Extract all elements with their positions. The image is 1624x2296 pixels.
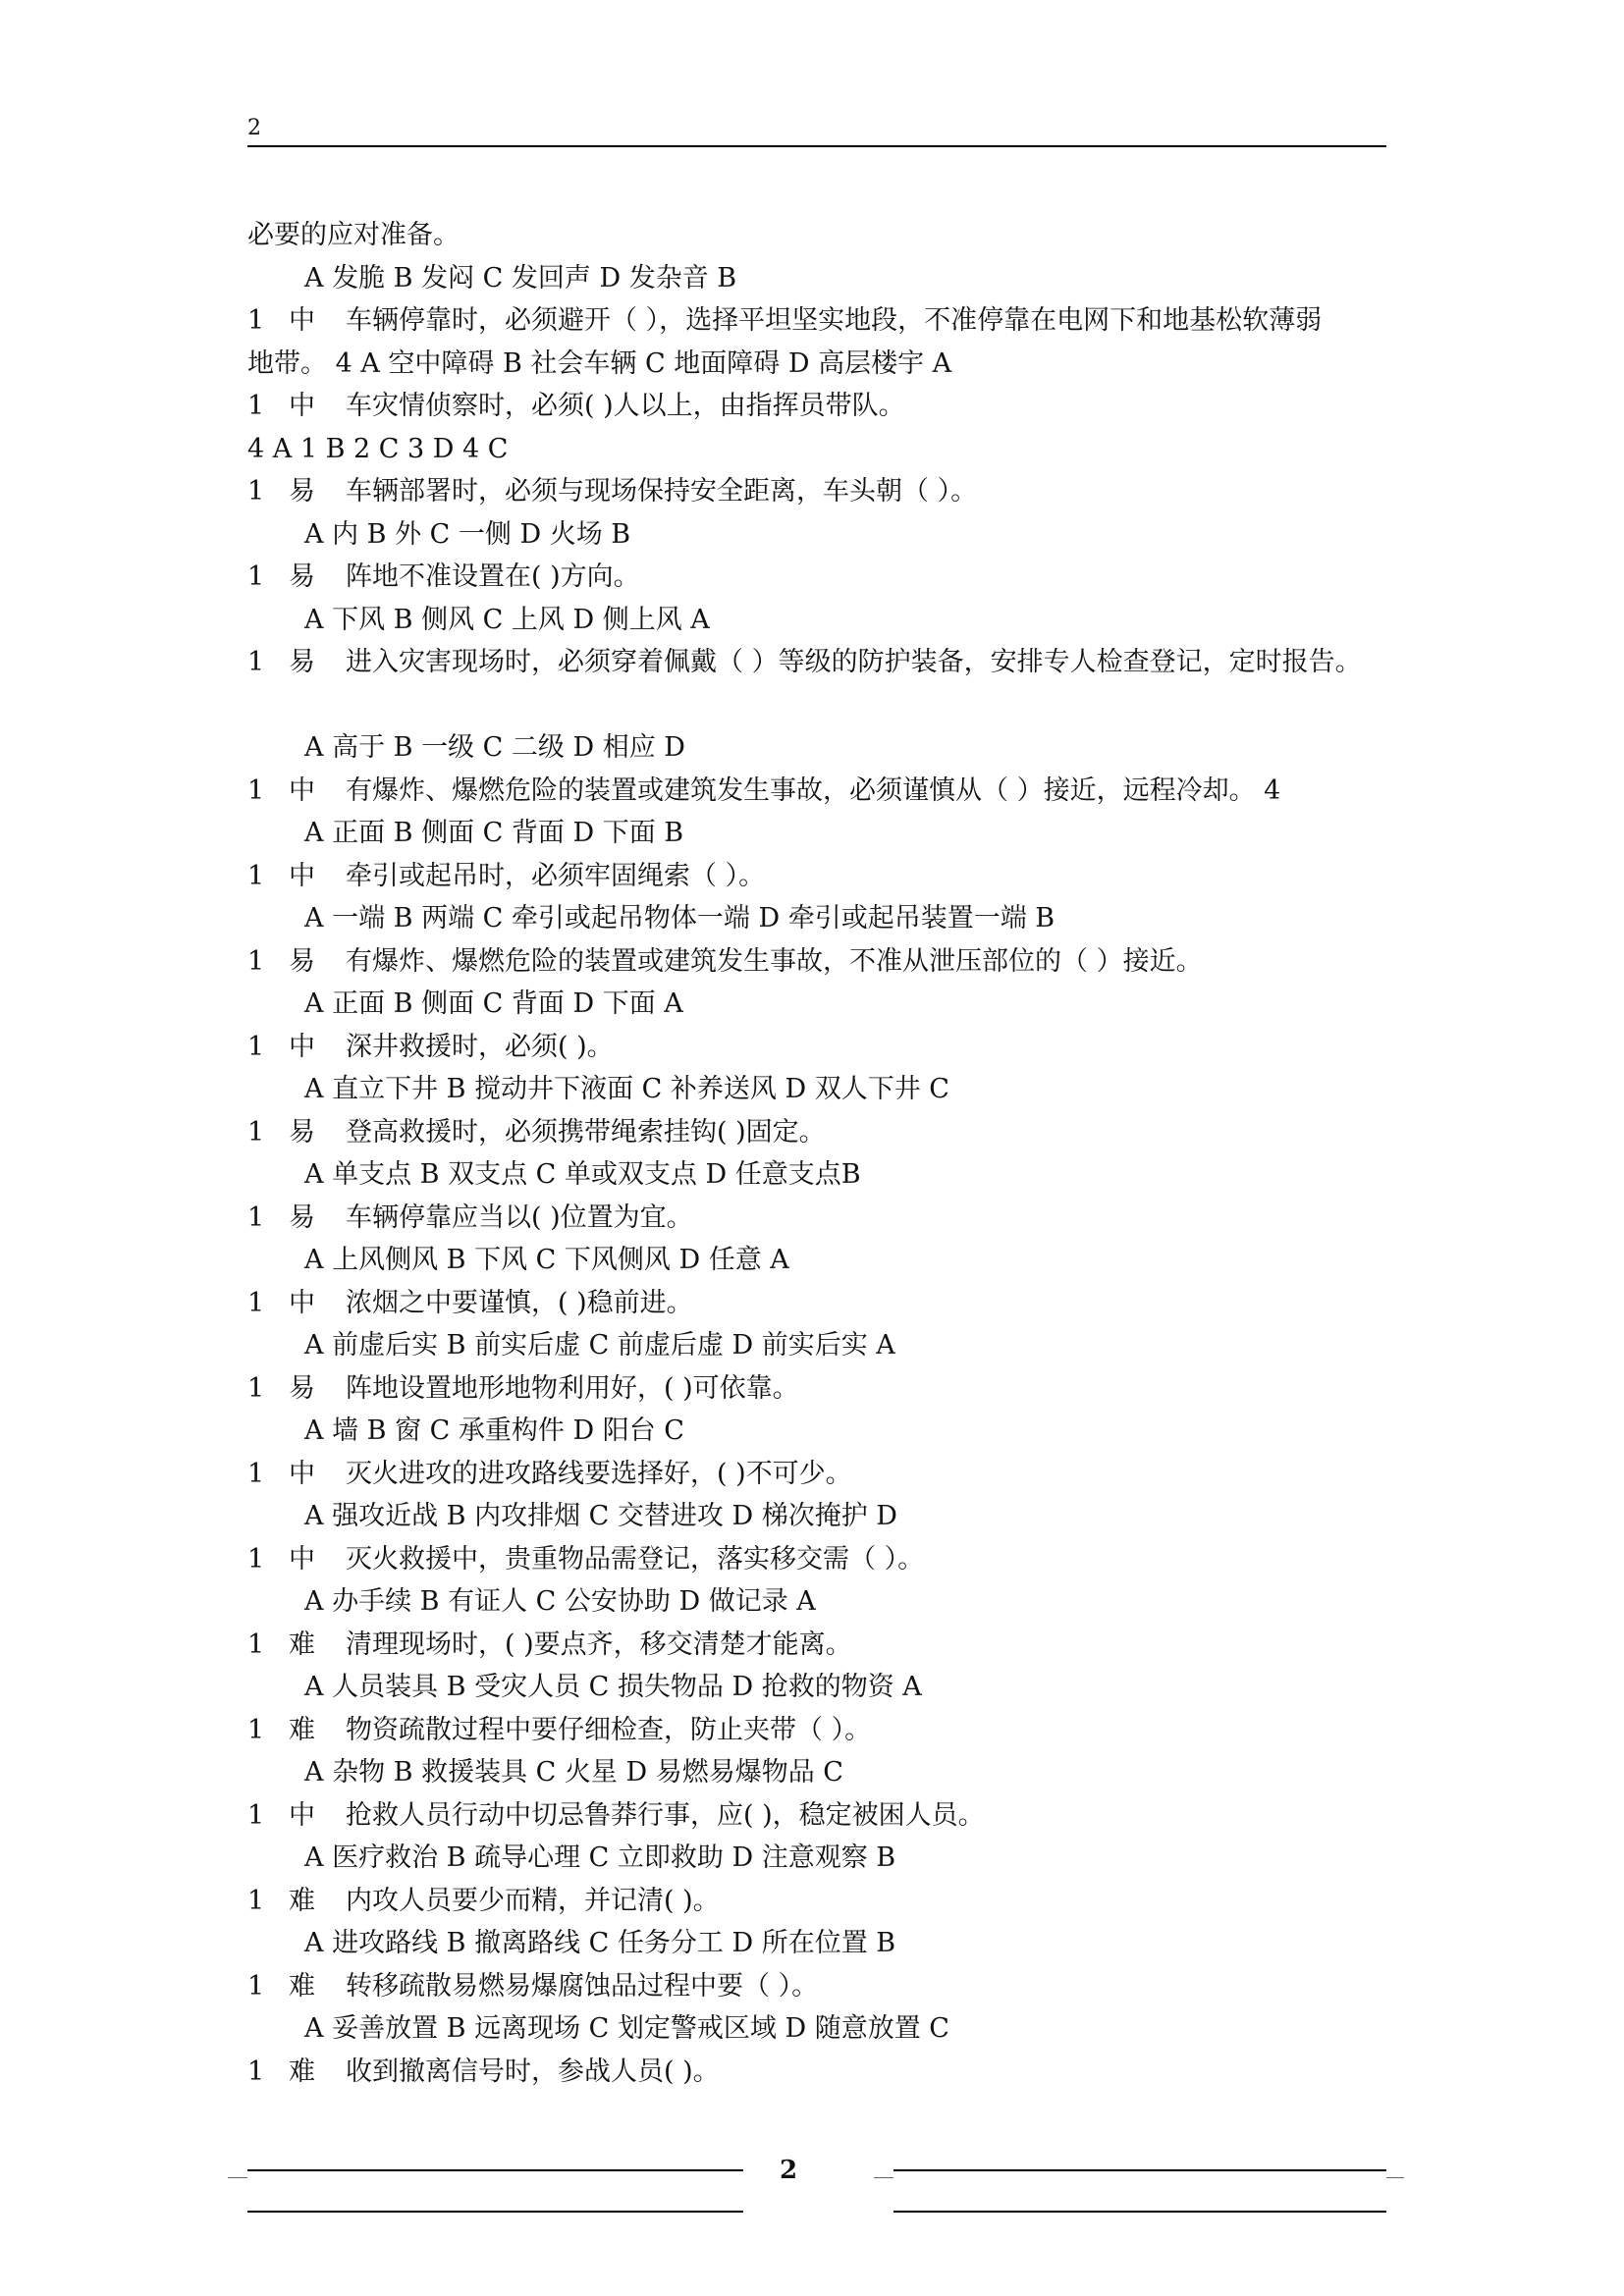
question-difficulty: 难 <box>289 1885 315 1916</box>
question-text: 灭火救援中，贵重物品需登记，落实移交需（ ）。 <box>346 1543 925 1575</box>
question-difficulty: 易 <box>289 647 315 677</box>
question-line <box>247 470 1406 513</box>
header-rule <box>247 145 1386 147</box>
question-difficulty: 中 <box>289 774 315 806</box>
question-count: 1 <box>247 1799 265 1831</box>
question-difficulty: 易 <box>289 945 315 977</box>
answer-options: A 发脆 B 发闷 C 发回声 D 发杂音 B <box>304 262 737 294</box>
question-text: 车辆停靠应当以( )位置为宜。 <box>346 1201 693 1233</box>
answer-options: A 高于 B 一级 C 二级 D 相应 D <box>304 732 685 763</box>
question-line <box>247 1709 1406 1752</box>
question-count: 1 <box>247 1116 265 1148</box>
question-line <box>247 1111 1406 1154</box>
question-difficulty: 中 <box>289 305 315 336</box>
question-text: 阵地设置地形地物利用好，( )可依靠。 <box>346 1372 799 1404</box>
question-count: 1 <box>247 1201 265 1233</box>
question-text: 灭火进攻的进攻路线要选择好，( )不可少。 <box>346 1458 852 1489</box>
answer-options: A 内 B 外 C 一侧 D 火场 B <box>304 518 631 550</box>
question-count: 1 <box>247 647 265 677</box>
question-text: 阵地不准设置在( )方向。 <box>346 561 640 592</box>
answer-options: A 单支点 B 双支点 C 单或双支点 D 任意支点B <box>304 1159 861 1190</box>
question-line <box>247 855 1406 898</box>
question-text: 物资疏散过程中要仔细检查，防止夹带（ ）。 <box>346 1714 872 1745</box>
question-line <box>247 299 1406 343</box>
continuation-line: 4 A 1 B 2 C 3 D 4 C <box>247 433 509 464</box>
question-text: 牵引或起吊时，必须牢固绳索（ ）。 <box>346 860 766 891</box>
question-line <box>247 1880 1406 1923</box>
question-difficulty: 中 <box>289 1287 315 1318</box>
question-difficulty: 中 <box>289 1458 315 1489</box>
answer-options: A 正面 B 侧面 C 背面 D 下面 B <box>304 818 684 848</box>
question-line <box>247 2051 1406 2094</box>
footer-rule-right-bottom <box>893 2211 1386 2213</box>
question-text: 深井救援时，必须( )。 <box>346 1031 614 1062</box>
question-text: 收到撤离信号时，参战人员( )。 <box>346 2056 720 2087</box>
blank-line <box>247 684 1406 727</box>
question-text: 有爆炸、爆燃危险的装置或建筑发生事故，不准从泄压部位的（ ）接近。 <box>346 945 1203 977</box>
question-text: 车辆部署时，必须与现场保持安全距离，车头朝（ ）。 <box>346 476 978 507</box>
question-count: 1 <box>247 1287 265 1318</box>
question-difficulty: 易 <box>289 1201 315 1233</box>
question-line <box>247 1367 1406 1411</box>
answer-options: A 妥善放置 B 远离现场 C 划定警戒区域 D 随意放置 C <box>304 2013 949 2044</box>
answer-options: A 直立下井 B 搅动井下液面 C 补养送风 D 双人下井 C <box>304 1074 949 1104</box>
question-line <box>247 1965 1406 2008</box>
question-count: 1 <box>247 1031 265 1062</box>
question-line <box>247 556 1406 599</box>
continuation-line: 必要的应对准备。 <box>247 220 460 250</box>
question-text: 有爆炸、爆燃危险的装置或建筑发生事故，必须谨慎从（ ）接近，远程冷却。 4 <box>346 774 1281 806</box>
question-difficulty: 易 <box>289 561 315 592</box>
question-line <box>247 1794 1406 1838</box>
question-text: 车辆停靠时，必须避开（ ），选择平坦坚实地段，不准停靠在电网下和地基松软薄弱 <box>346 305 1323 336</box>
question-count: 1 <box>247 561 265 592</box>
question-difficulty: 易 <box>289 1116 315 1148</box>
question-count: 1 <box>247 2056 265 2087</box>
answer-options: A 办手续 B 有证人 C 公安协助 D 做记录 A <box>304 1586 816 1617</box>
answer-options: A 进攻路线 B 撤离路线 C 任务分工 D 所在位置 B <box>304 1928 896 1958</box>
question-difficulty: 难 <box>289 1970 315 2002</box>
question-difficulty: 中 <box>289 391 315 421</box>
question-line <box>247 1453 1406 1496</box>
question-text: 登高救援时，必须携带绳索挂钩( )固定。 <box>346 1116 826 1148</box>
question-difficulty: 中 <box>289 1031 315 1062</box>
question-count: 1 <box>247 1885 265 1916</box>
question-line <box>247 1026 1406 1069</box>
answer-options: A 墙 B 窗 C 承重构件 D 阳台 C <box>304 1415 684 1446</box>
question-line <box>247 385 1406 428</box>
question-text: 车灾情侦察时，必须( )人以上，由指挥员带队。 <box>346 391 905 421</box>
question-difficulty: 易 <box>289 476 315 507</box>
question-difficulty: 中 <box>289 860 315 891</box>
answer-options: A 杂物 B 救援装具 C 火星 D 易燃易爆物品 C <box>304 1757 843 1788</box>
question-line <box>247 641 1406 684</box>
question-line <box>247 1624 1406 1667</box>
answer-options: A 强攻近战 B 内攻排烟 C 交替进攻 D 梯次掩护 D <box>304 1501 897 1531</box>
question-count: 1 <box>247 774 265 806</box>
question-count: 1 <box>247 1372 265 1404</box>
question-line <box>247 1538 1406 1581</box>
question-text: 转移疏散易燃易爆腐蚀品过程中要（ ）。 <box>346 1970 819 2002</box>
question-line <box>247 770 1406 813</box>
question-count: 1 <box>247 1458 265 1489</box>
question-count: 1 <box>247 305 265 336</box>
question-difficulty: 难 <box>289 1714 315 1745</box>
continuation-line: 地带。 4 A 空中障碍 B 社会车辆 C 地面障碍 D 高层楼宇 A <box>247 347 952 379</box>
question-difficulty: 中 <box>289 1799 315 1831</box>
question-difficulty: 易 <box>289 1372 315 1404</box>
question-count: 1 <box>247 391 265 421</box>
answer-options: A 人员装具 B 受灾人员 C 损失物品 D 抢救的物资 A <box>304 1672 922 1702</box>
question-count: 1 <box>247 860 265 891</box>
question-text: 内攻人员要少而精，并记清( )。 <box>346 1885 720 1916</box>
question-count: 1 <box>247 1543 265 1575</box>
question-line <box>247 1197 1406 1240</box>
question-difficulty: 难 <box>289 1629 315 1660</box>
page-number-top: 2 <box>247 116 261 140</box>
question-list <box>247 214 1406 2093</box>
footer-page-number: 2 <box>779 2156 798 2185</box>
answer-options: A 医疗救治 B 疏导心理 C 立即救助 D 注意观察 B <box>304 1842 896 1873</box>
question-count: 1 <box>247 1714 265 1745</box>
question-text: 进入灾害现场时，必须穿着佩戴（ ）等级的防护装备，安排专人检查登记，定时报告。 <box>346 647 1362 677</box>
footer-rule-right-thin <box>874 2177 893 2178</box>
question-line <box>247 1282 1406 1325</box>
question-line <box>247 940 1406 984</box>
footer-rule-right-thin-end <box>1386 2177 1404 2178</box>
answer-options: A 正面 B 侧面 C 背面 D 下面 A <box>304 988 683 1019</box>
question-count: 1 <box>247 1629 265 1660</box>
question-text: 清理现场时，( )要点齐，移交清楚才能离。 <box>346 1629 852 1660</box>
footer-rule-left-bottom <box>247 2211 743 2213</box>
footer-rule-left-top <box>247 2169 743 2171</box>
question-count: 1 <box>247 945 265 977</box>
question-text: 浓烟之中要谨慎，( )稳前进。 <box>346 1287 693 1318</box>
question-difficulty: 中 <box>289 1543 315 1575</box>
question-difficulty: 难 <box>289 2056 315 2087</box>
question-text: 抢救人员行动中切忌鲁莽行事，应( )，稳定被困人员。 <box>346 1799 985 1831</box>
question-count: 1 <box>247 476 265 507</box>
answer-options: A 一端 B 两端 C 牵引或起吊物体一端 D 牵引或起吊装置一端 B <box>304 903 1056 934</box>
question-count: 1 <box>247 1970 265 2002</box>
footer-rule-left-thin <box>228 2177 247 2178</box>
answer-options: A 上风侧风 B 下风 C 下风侧风 D 任意 A <box>304 1245 789 1275</box>
answer-options: A 前虚后实 B 前实后虚 C 前虚后虚 D 前实后实 A <box>304 1330 895 1361</box>
footer-rule-right-top <box>893 2169 1386 2171</box>
answer-options: A 下风 B 侧风 C 上风 D 侧上风 A <box>304 604 710 635</box>
